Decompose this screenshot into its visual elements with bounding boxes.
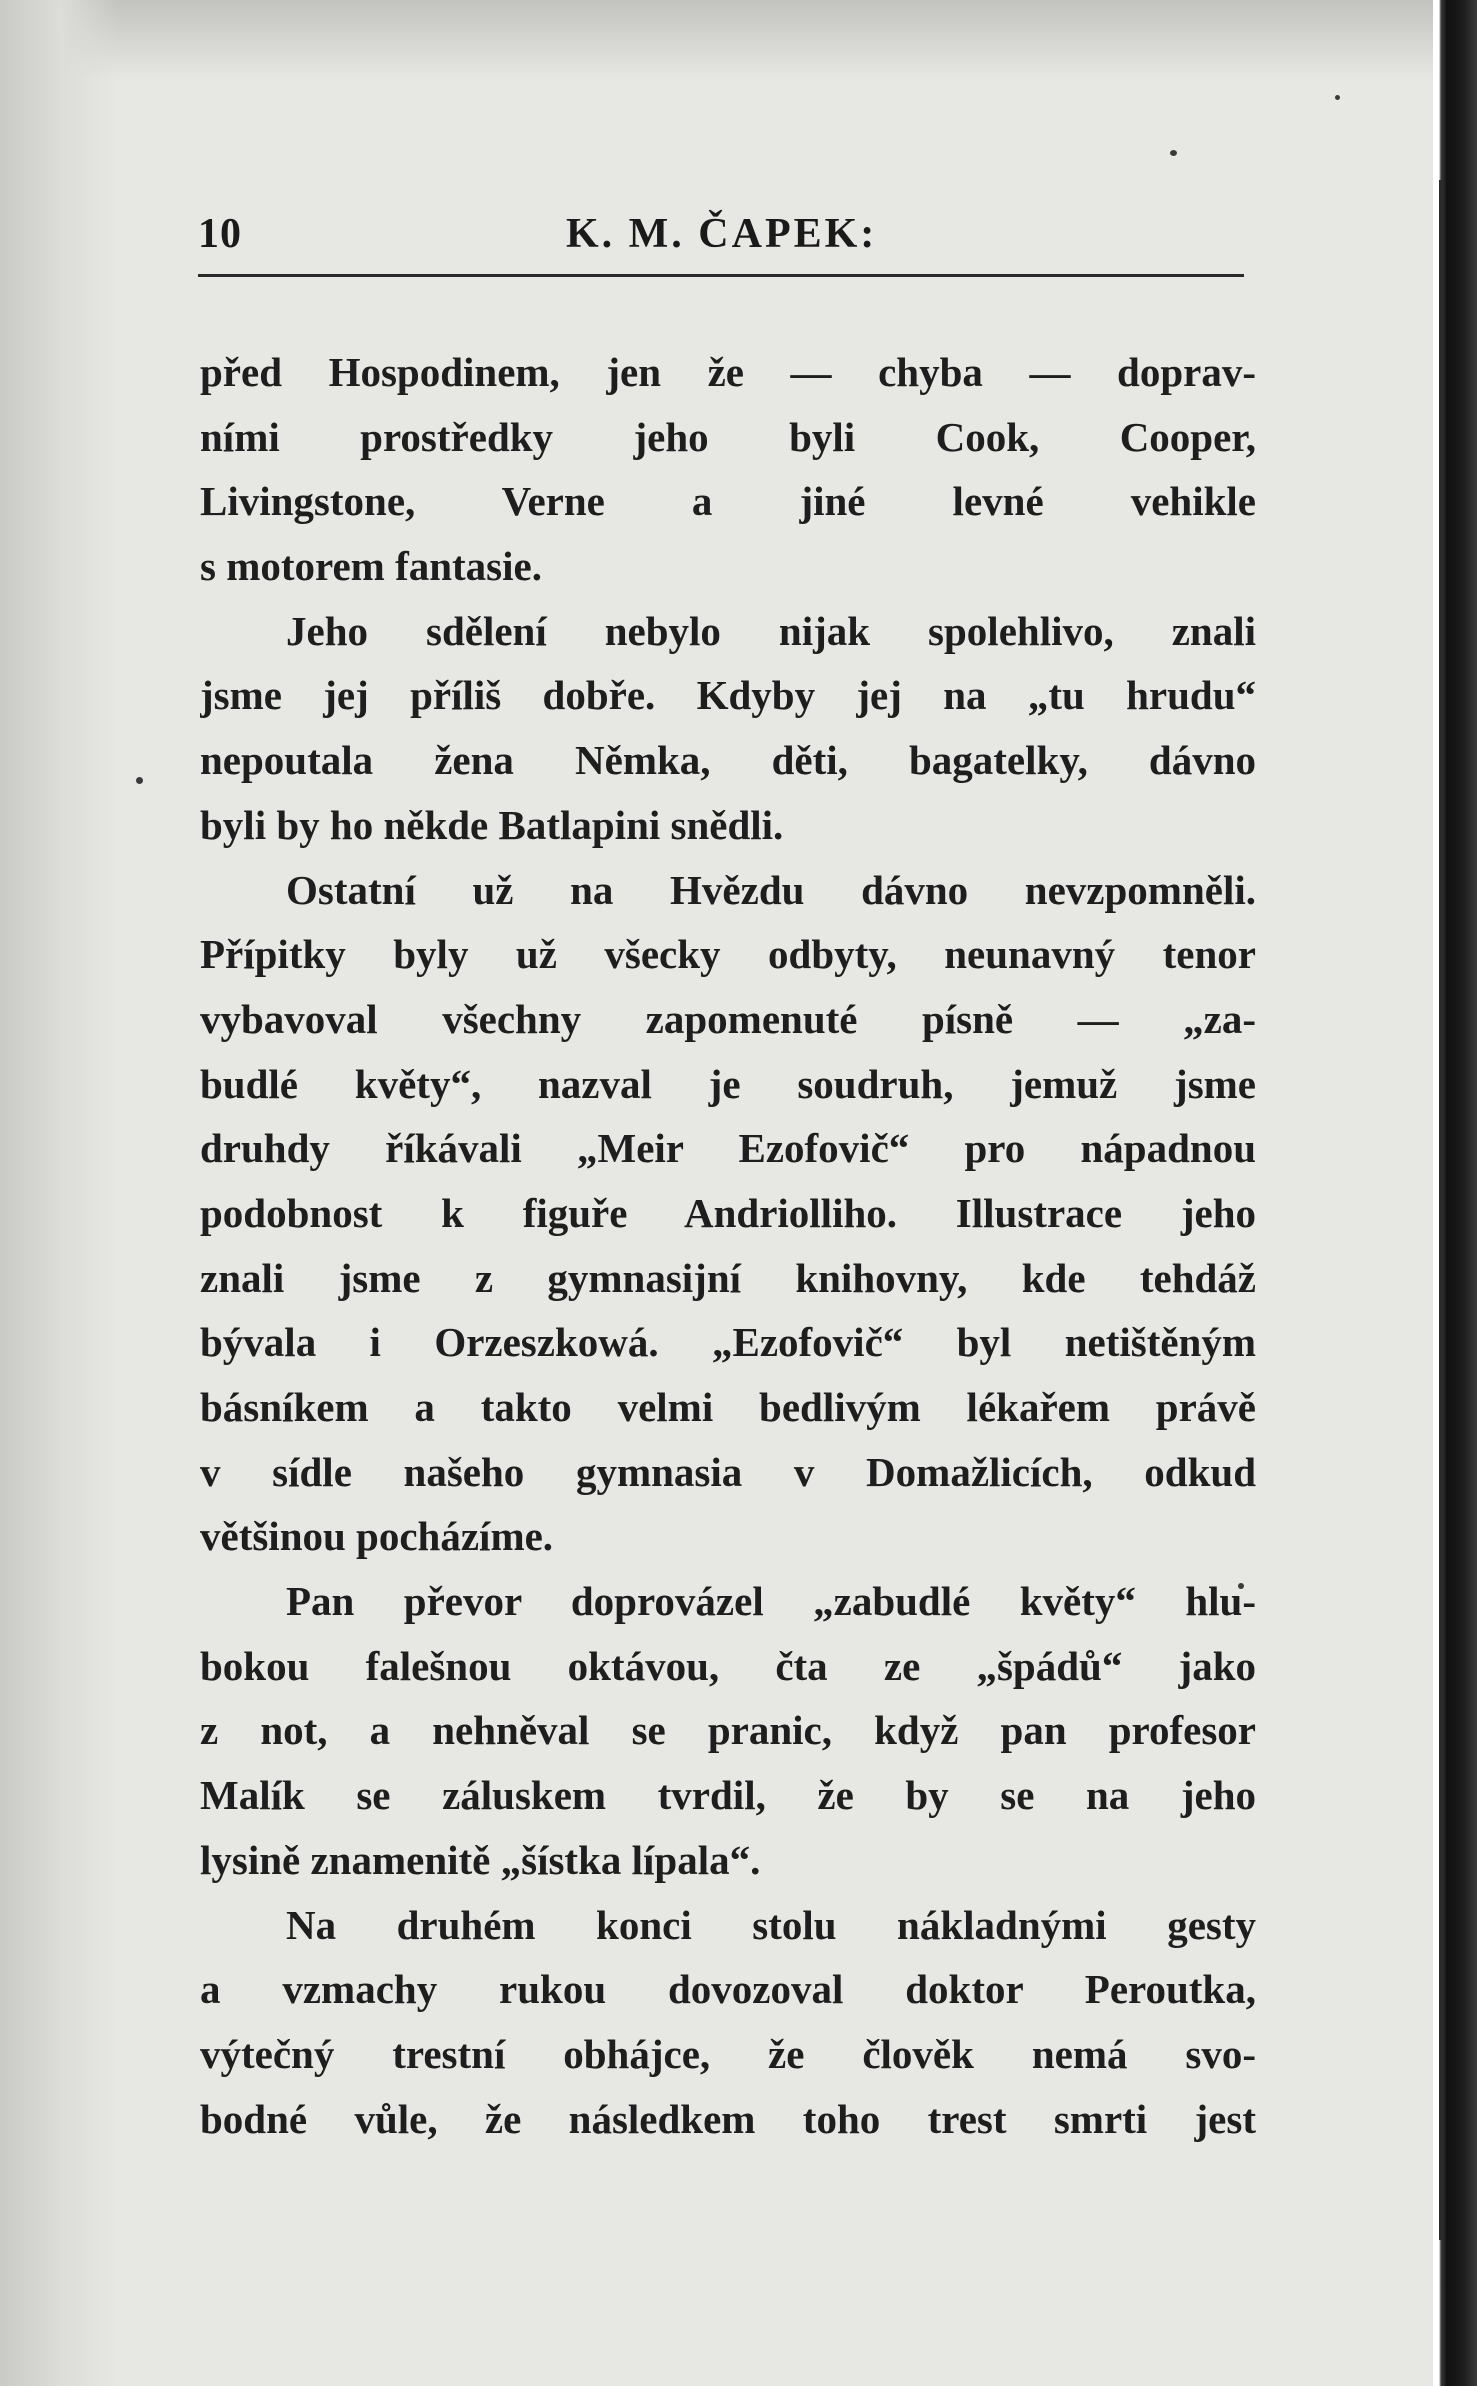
paper-speck xyxy=(1335,95,1340,100)
text-line: z not, a nehněval se pranic, když pan profesor xyxy=(200,1707,1256,1754)
page-number: 10 xyxy=(198,211,242,257)
text-line: lysině znamenitě „šístka lípala“. xyxy=(200,1836,761,1883)
page-header xyxy=(198,210,1244,270)
text-line: Livingstone, Verne a jiné levné vehikle xyxy=(200,478,1256,525)
text-line: ními prostředky jeho byli Cook, Cooper, xyxy=(200,413,1256,460)
text-line: bodné vůle, že následkem toho trest smrti jest xyxy=(200,2095,1256,2142)
top-shadow xyxy=(0,0,1433,80)
text-line: podobnost k figuře Andriolliho. Illustrace jeho xyxy=(200,1189,1256,1236)
paper-speck xyxy=(136,777,143,784)
text-line: nepoutala žena Němka, děti, bagatelky, dávno xyxy=(200,737,1256,784)
text-line: Na druhém konci stolu nákladnými gesty xyxy=(286,1901,1256,1948)
running-head: K. M. ČAPEK: xyxy=(566,211,878,257)
text-line: výtečný trestní obhájce, že člověk nemá svo- xyxy=(200,2030,1256,2077)
text-line: před Hospodinem, jen že — chyba — doprav- xyxy=(200,349,1256,395)
text-line: znali jsme z gymnasijní knihovny, kde tehdáž xyxy=(200,1254,1256,1301)
binding-line xyxy=(1439,180,1443,2240)
text-line: většinou pocházíme. xyxy=(200,1513,554,1560)
text-line: vybavoval všechny zapomenuté písně — „za- xyxy=(200,995,1256,1042)
text-line: budlé květy“, nazval je soudruh, jemuž jsme xyxy=(200,1060,1256,1107)
text-line: Pan převor doprovázel „zabudlé květy“ hlu- xyxy=(286,1578,1256,1625)
text-line: básníkem a takto velmi bedlivým lékařem právě xyxy=(200,1384,1256,1430)
text-line: Malík se záluskem tvrdil, že by se na jeho xyxy=(200,1772,1256,1819)
header-rule xyxy=(198,274,1244,277)
text-line: Přípitky byly už všecky odbyty, neunavný tenor xyxy=(200,931,1256,978)
text-line: v sídle našeho gymnasia v Domažlicích, odkud xyxy=(200,1448,1256,1495)
text-line: s motorem fantasie. xyxy=(200,543,542,590)
body-text xyxy=(200,340,1256,2151)
text-line: druhdy říkávali „Meir Ezofovič“ pro nápadnou xyxy=(200,1125,1256,1172)
text-line: Jeho sdělení nebylo nijak spolehlivo, znali xyxy=(286,607,1256,654)
text-line: bývala i Orzeszkowá. „Ezofovič“ byl netištěným xyxy=(200,1319,1256,1366)
paper-speck xyxy=(1170,150,1177,156)
text-line: jsme jej příliš dobře. Kdyby jej na „tu hrudu“ xyxy=(200,672,1256,719)
text-line: a vzmachy rukou dovozoval doktor Peroutka, xyxy=(200,1966,1256,2013)
left-shadow xyxy=(0,0,120,2386)
text-line: bokou falešnou oktávou, čta ze „špádů“ jako xyxy=(200,1642,1256,1689)
text-line: byli by ho někde Batlapini snědli. xyxy=(200,801,784,848)
book-binding-edge xyxy=(1433,0,1477,2386)
text-line: Ostatní už na Hvězdu dávno nevzpomněli. xyxy=(286,866,1256,913)
